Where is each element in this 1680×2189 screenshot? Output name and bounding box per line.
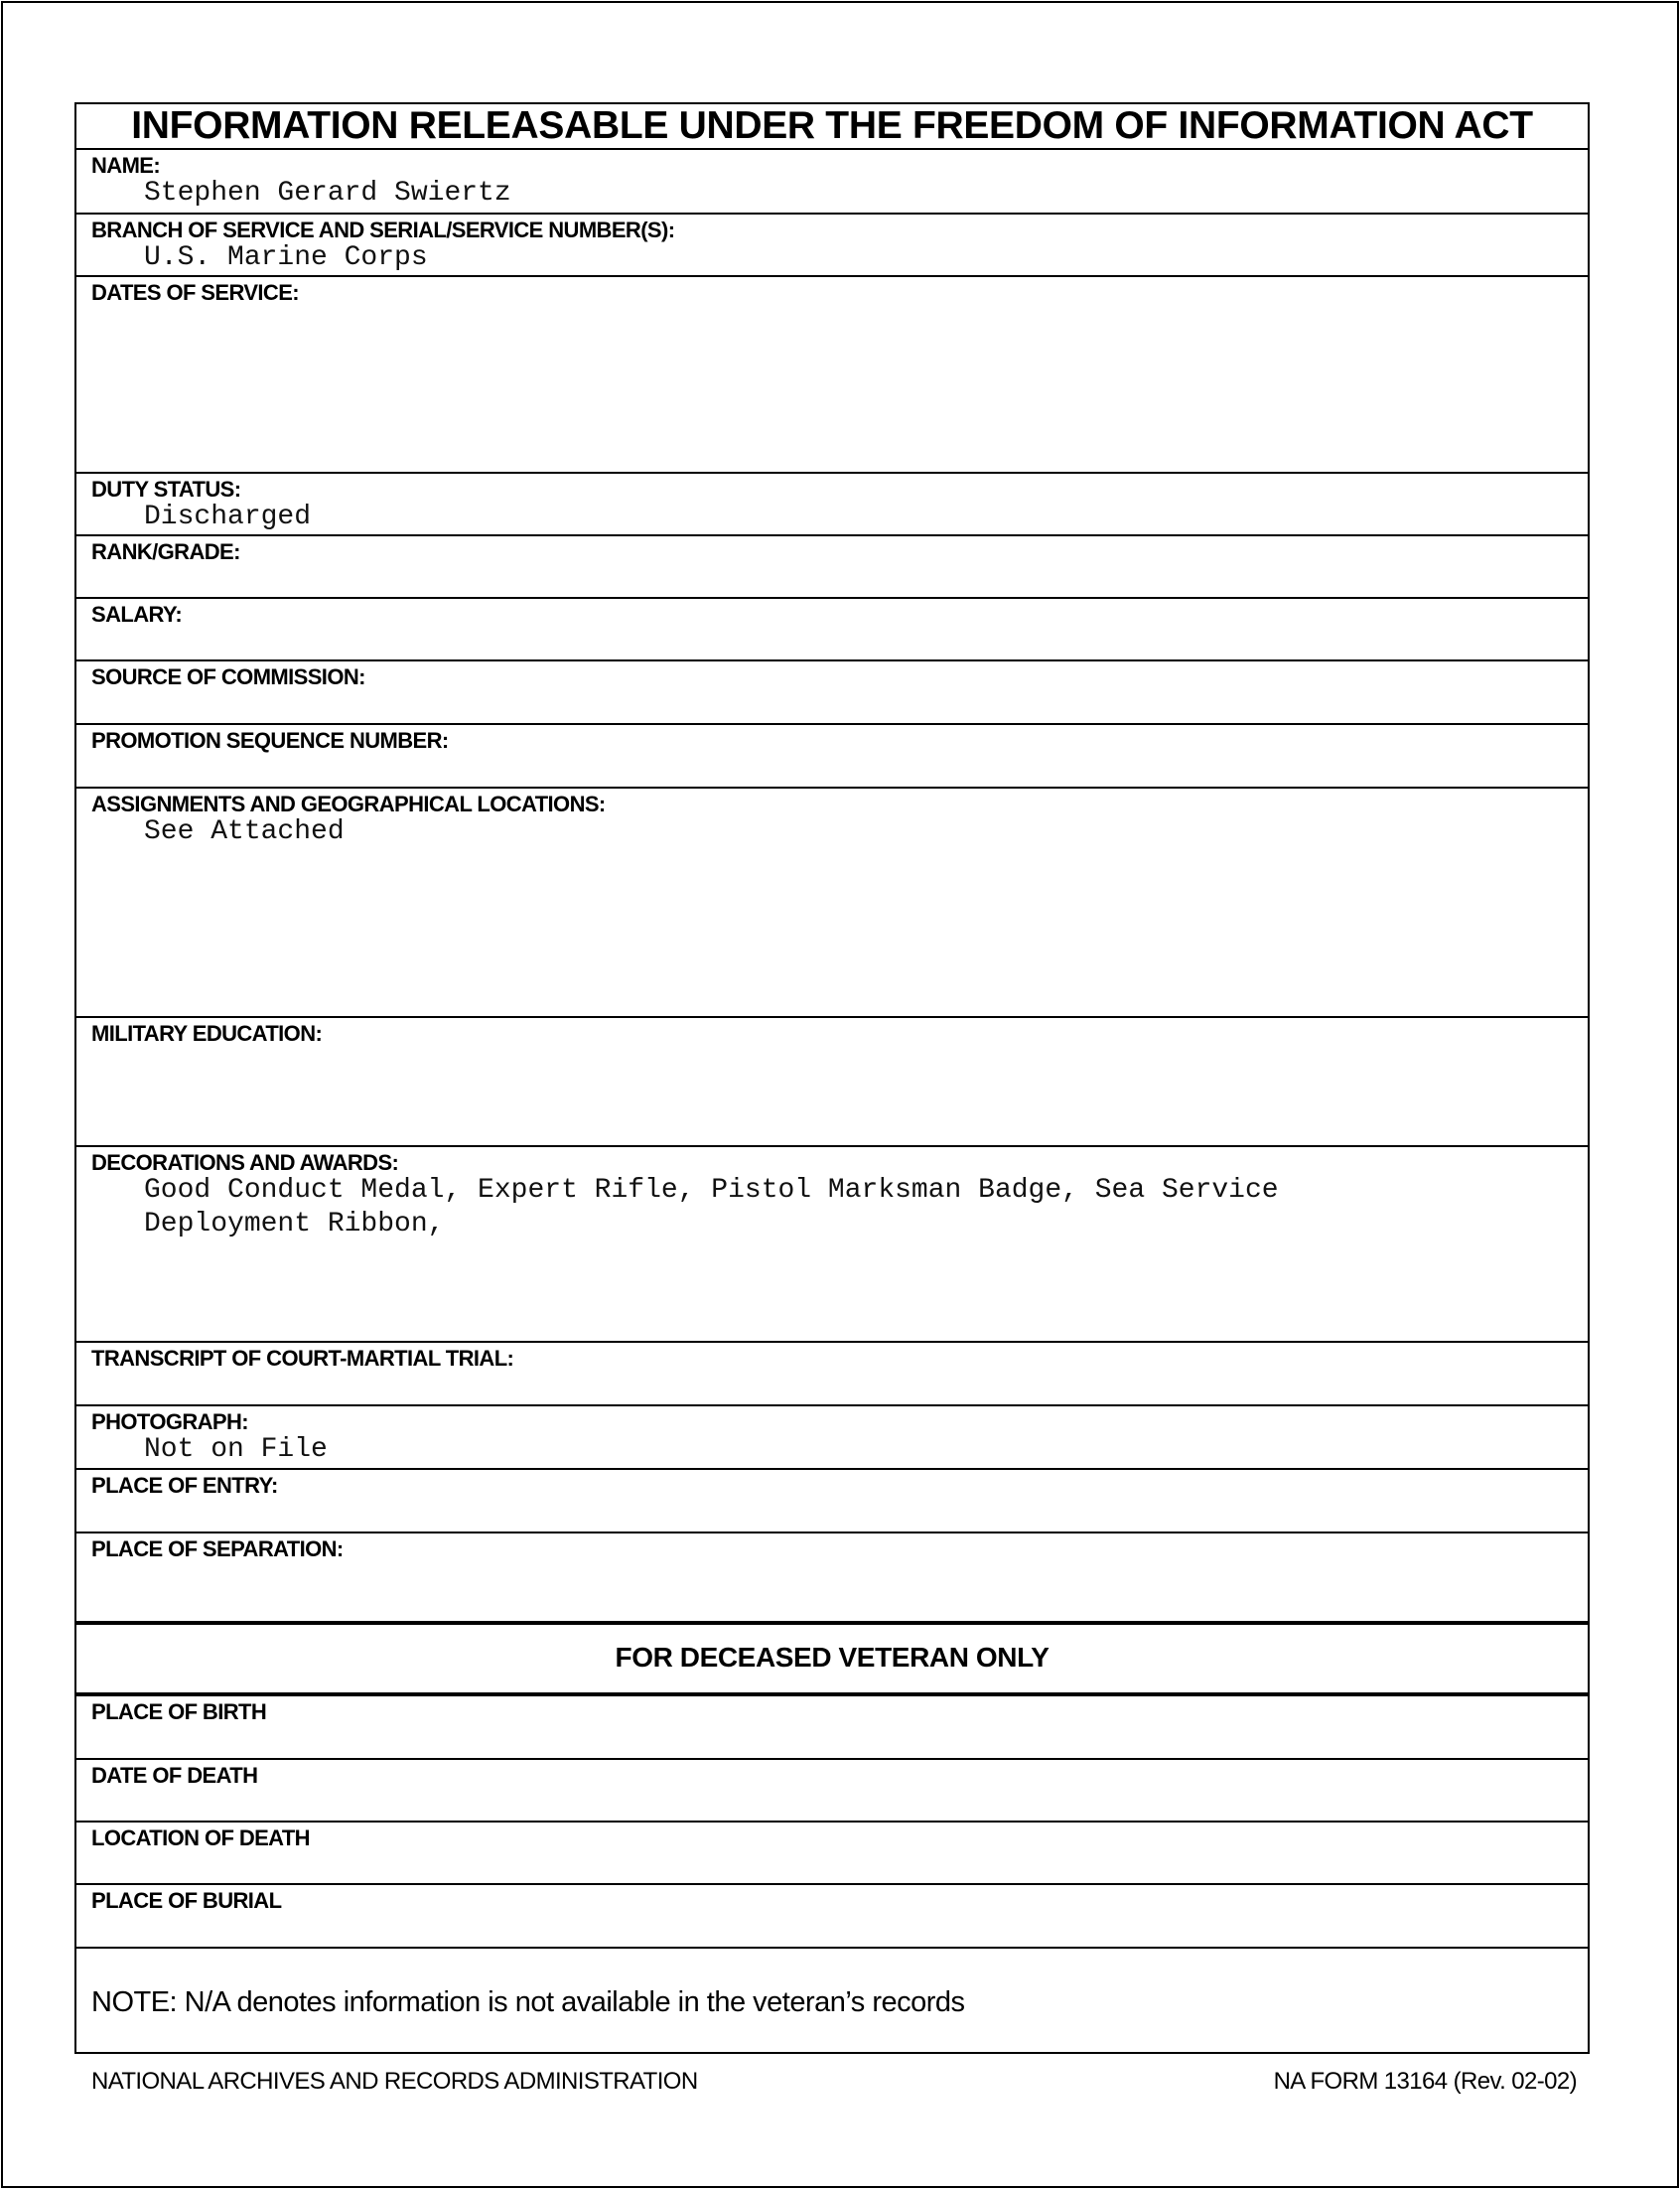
field-branch (76, 215, 1588, 277)
field-label: RANK/GRADE: (91, 539, 240, 564)
field-label: NAME: (91, 153, 161, 178)
note-text: NOTE: N/A denotes information is not available in the veteran’s records (91, 1986, 965, 2018)
field-value: Not on File (144, 1434, 328, 1465)
note-row (76, 1949, 1588, 2054)
field-label: LOCATION OF DEATH (91, 1825, 310, 1850)
field-rank-grade (76, 536, 1588, 599)
field-location-of-death (76, 1823, 1588, 1885)
field-promotion-sequence (76, 725, 1588, 789)
field-place-of-burial (76, 1885, 1588, 1949)
form-title: INFORMATION RELEASABLE UNDER THE FREEDOM OF INFORMATION ACT (131, 104, 1533, 147)
field-label: BRANCH OF SERVICE AND SERIAL/SERVICE NUMBER(S): (91, 218, 675, 242)
field-decorations-awards (76, 1147, 1588, 1343)
field-date-of-death (76, 1760, 1588, 1823)
field-label: TRANSCRIPT OF COURT-MARTIAL TRIAL: (91, 1346, 514, 1371)
field-value: Stephen Gerard Swiertz (144, 178, 511, 209)
field-value: Discharged (144, 502, 312, 532)
field-source-of-commission (76, 661, 1588, 725)
deceased-section-heading-row (76, 1625, 1588, 1696)
field-salary (76, 599, 1588, 661)
field-label: PLACE OF BURIAL (91, 1888, 282, 1913)
field-assignments (76, 789, 1588, 1018)
field-court-martial (76, 1343, 1588, 1406)
deceased-section-heading: FOR DECEASED VETERAN ONLY (615, 1642, 1050, 1673)
field-label: DECORATIONS AND AWARDS: (91, 1150, 399, 1175)
field-label: DATE OF DEATH (91, 1763, 258, 1788)
field-label: PHOTOGRAPH: (91, 1409, 249, 1434)
field-label: SOURCE OF COMMISSION: (91, 664, 365, 689)
field-name (76, 150, 1588, 215)
field-label: ASSIGNMENTS AND GEOGRAPHICAL LOCATIONS: (91, 792, 606, 816)
field-photograph (76, 1406, 1588, 1470)
field-label: MILITARY EDUCATION: (91, 1021, 323, 1046)
foia-form (74, 102, 1590, 2054)
field-place-of-separation (76, 1533, 1588, 1625)
footer-agency: NATIONAL ARCHIVES AND RECORDS ADMINISTRATION (91, 2068, 698, 2095)
field-label: PLACE OF ENTRY: (91, 1473, 278, 1498)
footer-form-number: NA FORM 13164 (Rev. 02-02) (1273, 2068, 1577, 2095)
field-value: U.S. Marine Corps (144, 242, 428, 273)
field-place-of-entry (76, 1470, 1588, 1533)
field-value: Good Conduct Medal, Expert Rifle, Pistol Marksman Badge, Sea Service Deployment Ribbon, (144, 1175, 1279, 1240)
field-label: PLACE OF SEPARATION: (91, 1536, 344, 1561)
field-duty-status (76, 474, 1588, 536)
field-value: See Attached (144, 816, 345, 847)
field-label: SALARY: (91, 602, 183, 627)
field-dates-of-service (76, 277, 1588, 474)
field-label: PROMOTION SEQUENCE NUMBER: (91, 728, 449, 753)
field-label: PLACE OF BIRTH (91, 1699, 267, 1724)
field-military-education (76, 1018, 1588, 1147)
form-title-row (76, 104, 1588, 150)
field-label: DATES OF SERVICE: (91, 280, 300, 305)
field-place-of-birth (76, 1696, 1588, 1760)
field-label: DUTY STATUS: (91, 477, 241, 502)
